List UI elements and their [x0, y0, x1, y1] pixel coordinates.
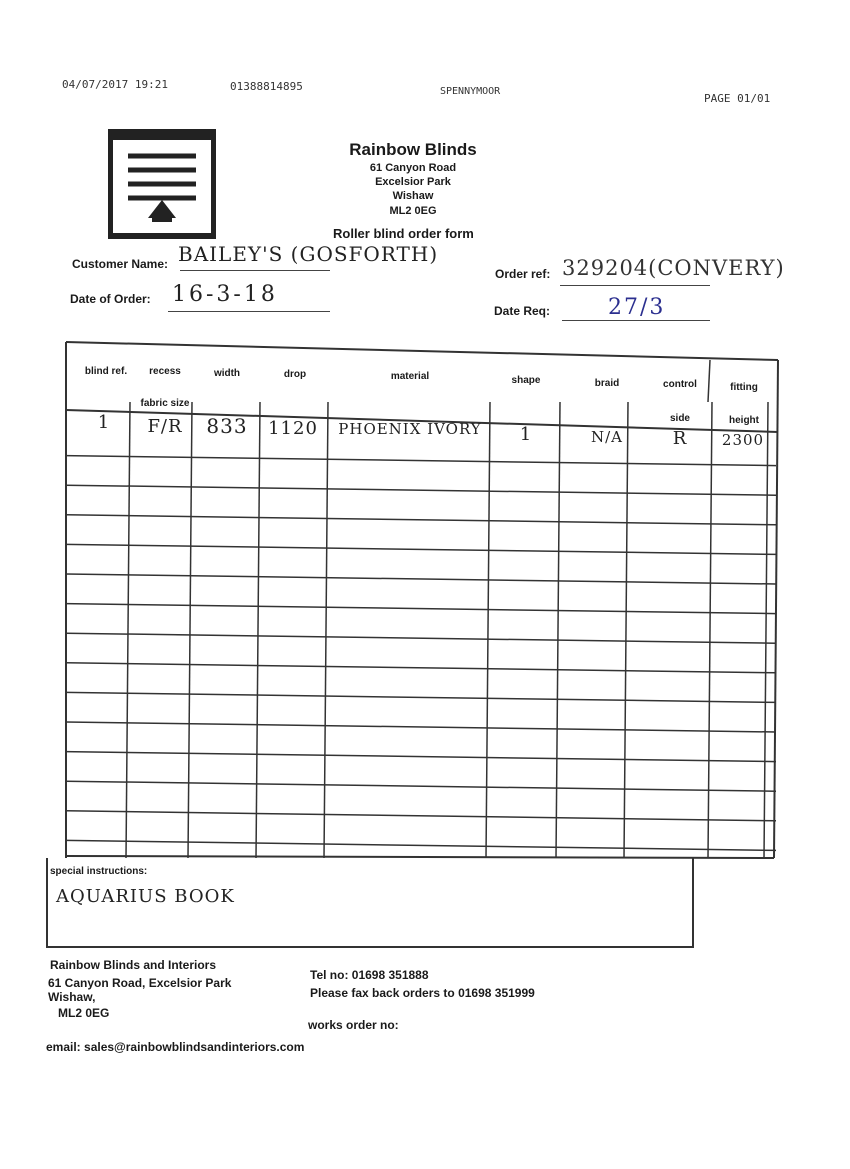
date-of-order-underline	[168, 311, 330, 312]
cell-shape[interactable]: 1	[519, 424, 533, 445]
table-row-line	[66, 811, 776, 821]
footer-address-line3: ML2 0EG	[58, 1006, 110, 1020]
footer-address-line1: 61 Canyon Road, Excelsior Park	[48, 976, 232, 990]
company-address-line4: ML2 0EG	[389, 205, 437, 217]
customer-name-value[interactable]: BAILEY'S (GOSFORTH)	[178, 242, 439, 266]
header-fabric-size: fabric size	[140, 398, 190, 409]
footer-fax-note: Please fax back orders to 01698 351999	[310, 986, 535, 1000]
table-row-line	[66, 456, 776, 466]
footer-company-name: Rainbow Blinds and Interiors	[50, 958, 217, 972]
table-row-line	[66, 544, 776, 554]
header-width: width	[213, 368, 241, 379]
header-blind-ref: blind ref.	[84, 366, 128, 377]
table-row-line	[66, 781, 776, 791]
table-column-line	[708, 360, 710, 402]
header-material: material	[390, 371, 430, 382]
header-height: height	[729, 415, 759, 426]
header-side: side	[669, 413, 690, 424]
footer-email[interactable]: email: sales@rainbowblindsandinteriors.com	[46, 1040, 305, 1054]
table-row-line	[66, 515, 776, 525]
special-instructions-value[interactable]: AQUARIUS BOOK	[56, 886, 235, 907]
header-fitting: fitting	[730, 382, 758, 393]
table-column-line	[324, 402, 328, 858]
cell-blind-ref[interactable]: 1	[97, 412, 111, 433]
company-name: Rainbow Blinds	[349, 140, 477, 159]
fax-datetime: 04/07/2017 19:21	[62, 78, 168, 91]
cell-recess[interactable]: F/R	[147, 416, 183, 437]
works-order-label: works order no:	[308, 1018, 399, 1032]
cell-material[interactable]: PHOENIX IVORY	[338, 420, 482, 438]
table-row-line	[66, 604, 776, 614]
table-row-line	[66, 574, 776, 584]
footer-tel: Tel no: 01698 351888	[310, 968, 429, 982]
table-border-top	[66, 342, 778, 360]
cell-width[interactable]: 833	[206, 414, 248, 438]
customer-name-label: Customer Name:	[72, 257, 169, 271]
cell-braid[interactable]: N/A	[590, 428, 623, 446]
customer-name-underline	[180, 270, 330, 271]
roller-blind-icon	[108, 128, 216, 240]
cell-drop[interactable]: 1120	[268, 418, 318, 439]
header-drop: drop	[283, 369, 307, 380]
company-address-line3: Wishaw	[392, 190, 434, 202]
date-of-order-label: Date of Order:	[70, 292, 151, 306]
footer-address-line2: Wishaw,	[48, 990, 96, 1004]
form-title: Roller blind order form	[333, 226, 474, 241]
header-recess: recess	[149, 366, 181, 377]
table-row-line	[66, 722, 776, 732]
order-ref-underline	[560, 285, 710, 286]
cell-fitting[interactable]: 2300	[721, 431, 765, 449]
cell-control[interactable]: R	[672, 428, 688, 449]
header-control: control	[663, 379, 697, 390]
table-column-line	[556, 402, 560, 858]
header-shape: shape	[511, 375, 541, 386]
company-address-line1: 61 Canyon Road	[369, 162, 457, 174]
table-column-line	[256, 402, 260, 858]
table-column-line	[486, 402, 490, 858]
date-of-order-value[interactable]: 16-3-18	[172, 282, 278, 307]
table-row-line	[66, 840, 776, 850]
table-column-line	[764, 402, 768, 858]
fax-page: PAGE 01/01	[704, 92, 771, 105]
order-ref-label: Order ref:	[495, 267, 551, 281]
date-req-label: Date Req:	[494, 304, 551, 318]
table-column-line	[188, 402, 192, 858]
fax-location: SPENNYMOOR	[440, 86, 501, 97]
header-braid: braid	[594, 378, 620, 389]
table-row-line	[66, 485, 776, 495]
table-row-line	[66, 663, 776, 673]
date-req-value[interactable]: 27/3	[608, 295, 666, 320]
company-address-line2: Excelsior Park	[375, 176, 451, 188]
order-ref-value[interactable]: 329204(CONVERY)	[562, 256, 785, 280]
special-instructions-label: special instructions:	[50, 866, 148, 877]
table-row-line	[66, 633, 776, 643]
date-req-underline	[562, 320, 710, 321]
table-row-line	[66, 692, 776, 702]
table-column-line	[126, 402, 130, 858]
table-row-line	[66, 752, 776, 762]
fax-number: 01388814895	[230, 80, 303, 93]
